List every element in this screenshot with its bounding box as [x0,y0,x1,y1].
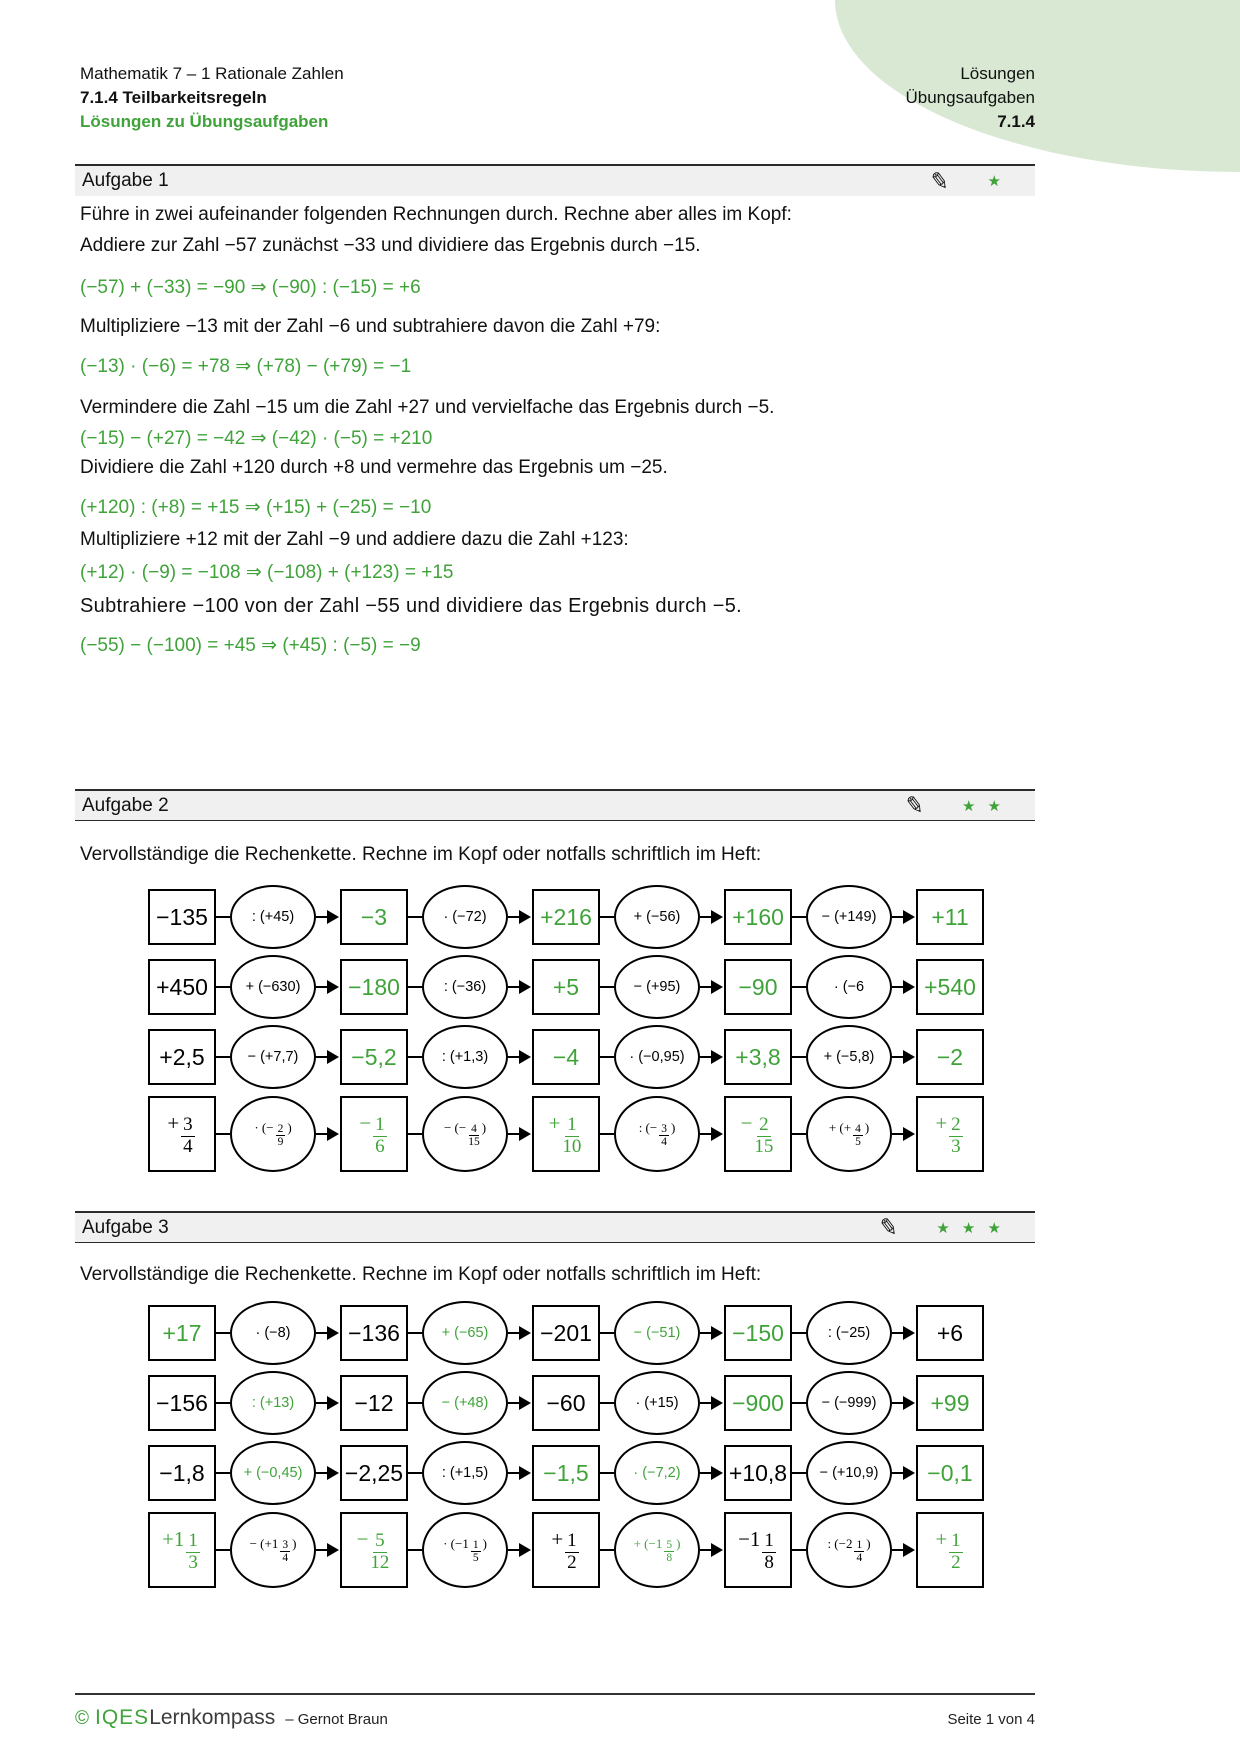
chain-connector-line [408,1332,422,1334]
calculation-chain-row [148,1370,984,1436]
chain-arrow-icon [508,1466,532,1480]
chain-connector-line [600,1133,614,1135]
task1-question-2: Multipliziere −13 mit der Zahl −6 und subtrahiere davon die Zahl +79: [80,316,661,337]
chain-value-box: +2,5 [148,1029,216,1085]
corner-header [905,62,1035,134]
chain-arrow-icon [316,1050,340,1064]
chain-value-box: + $\frac{1}{2}$ [532,1512,600,1588]
chain-connector-line [216,1549,230,1551]
header-subtitle: Lösungen zu Übungsaufgaben [80,112,329,131]
calculation-chain-row [148,954,984,1020]
brand-iqes: IQES [95,1706,150,1729]
chain-arrow-icon [700,1127,724,1141]
chain-operation-ellipse: − (+149) [806,885,892,949]
calculation-chain-row [148,1024,984,1090]
chain-arrow-icon [508,980,532,994]
chain-connector-line [792,1549,806,1551]
chain-arrow-icon [892,980,916,994]
chain-value-box: −1,5 [532,1445,600,1501]
chain-operation-ellipse: + (+ $\frac{4}{5}$ ) [806,1096,892,1172]
chain-arrow-icon [892,1127,916,1141]
task2-difficulty-stars: ★ ★ [961,797,1005,815]
pencil-icon: ✎ [877,1212,901,1242]
header-course: Mathematik 7 – 1 Rationale Zahlen [80,64,344,83]
chain-value-box: +450 [148,959,216,1015]
task2-chains [148,884,984,1178]
chain-arrow-icon [892,1050,916,1064]
chain-value-box: −1 $\frac{1}{8}$ [724,1512,792,1588]
chain-operation-ellipse: : (+1,3) [422,1025,508,1089]
chain-operation-ellipse: − (+1 $\frac{3}{4}$ ) [230,1512,316,1588]
chain-value-box: − $\frac{5}{12}$ [340,1512,408,1588]
chain-operation-ellipse: : (−2 $\frac{1}{4}$ ) [806,1512,892,1588]
chain-value-box: + $\frac{1}{2}$ [916,1512,984,1588]
calculation-chain-row [148,1510,984,1590]
chain-arrow-icon [892,1326,916,1340]
chain-connector-line [408,1549,422,1551]
task1-question-6: Subtrahiere −100 von der Zahl −55 und dividiere das Ergebnis durch −5. [80,595,742,617]
chain-operation-ellipse: − (−999) [806,1371,892,1435]
chain-connector-line [792,1402,806,1404]
chain-arrow-icon [700,1466,724,1480]
chain-value-box: +160 [724,889,792,945]
task3-bar-icons [877,1212,1005,1242]
chain-operation-ellipse: − (+10,9) [806,1441,892,1505]
task1-question-3: Vermindere die Zahl −15 um die Zahl +27 und vervielfache das Ergebnis durch −5. [80,397,775,418]
chain-connector-line [600,1402,614,1404]
task1-answer-6: (−55) − (−100) = +45 ⇒ (+45) : (−5) = −9 [80,635,421,656]
header-topic: 7.1.4 Teilbarkeitsregeln [80,88,267,107]
corner-label-section: 7.1.4 [997,112,1035,131]
chain-arrow-icon [700,1543,724,1557]
copyright-icon: © [75,1708,89,1729]
chain-value-box: +1 $\frac{1}{3}$ [148,1512,216,1588]
chain-connector-line [600,1056,614,1058]
chain-connector-line [408,1133,422,1135]
chain-value-box: −180 [340,959,408,1015]
chain-value-box: − $\frac{2}{15}$ [724,1096,792,1172]
calculation-chain-row [148,1094,984,1174]
chain-arrow-icon [316,1466,340,1480]
task2-intro: Vervollständige die Rechenkette. Rechne im Kopf oder notfalls schriftlich im Heft: [80,844,762,865]
task1-answer-2: (−13) · (−6) = +78 ⇒ (+78) − (+79) = −1 [80,356,412,377]
chain-connector-line [216,1133,230,1135]
chain-value-box: −5,2 [340,1029,408,1085]
chain-arrow-icon [508,1050,532,1064]
task1-header-bar [75,164,1035,196]
chain-operation-ellipse: · (−72) [422,885,508,949]
chain-operation-ellipse: + (−630) [230,955,316,1019]
chain-value-box: +10,8 [724,1445,792,1501]
pencil-icon: ✎ [928,166,952,195]
chain-arrow-icon [700,980,724,994]
task1-question-4: Dividiere die Zahl +120 durch +8 und vermehre das Ergebnis um −25. [80,457,668,478]
chain-operation-ellipse: : (−25) [806,1301,892,1365]
chain-operation-ellipse: + (−65) [422,1301,508,1365]
chain-arrow-icon [892,1543,916,1557]
chain-operation-ellipse: + (−0,45) [230,1441,316,1505]
chain-connector-line [408,1056,422,1058]
task1-answer-3: (−15) − (+27) = −42 ⇒ (−42) · (−5) = +210 [80,428,433,449]
chain-operation-ellipse: : (+45) [230,885,316,949]
chain-arrow-icon [508,910,532,924]
chain-connector-line [216,1056,230,1058]
task2-header-bar [75,789,1035,821]
chain-value-box: −201 [532,1305,600,1361]
chain-arrow-icon [700,1396,724,1410]
chain-connector-line [600,1332,614,1334]
chain-value-box: −60 [532,1375,600,1431]
task1-bar-icons [928,166,1005,195]
task1-title: Aufgabe 1 [82,170,169,191]
chain-value-box: −135 [148,889,216,945]
page-number: Seite 1 von 4 [947,1711,1035,1728]
chain-operation-ellipse: − (− $\frac{4}{15}$ ) [422,1096,508,1172]
chain-operation-ellipse: − (−51) [614,1301,700,1365]
chain-arrow-icon [316,1543,340,1557]
chain-value-box: −0,1 [916,1445,984,1501]
footer-brand [75,1706,388,1730]
chain-connector-line [408,1402,422,1404]
chain-value-box: + $\frac{1}{10}$ [532,1096,600,1172]
chain-arrow-icon [316,1127,340,1141]
chain-operation-ellipse: : (+13) [230,1371,316,1435]
chain-value-box: −2 [916,1029,984,1085]
chain-connector-line [216,916,230,918]
chain-arrow-icon [700,1050,724,1064]
chain-value-box: −900 [724,1375,792,1431]
task3-title: Aufgabe 3 [82,1216,169,1238]
task3-header-bar [75,1211,1035,1243]
chain-value-box: +99 [916,1375,984,1431]
task1-difficulty-stars: ★ [987,173,1005,190]
chain-value-box: + $\frac{3}{4}$ [148,1096,216,1172]
chain-value-box: +5 [532,959,600,1015]
chain-connector-line [600,916,614,918]
chain-value-box: +540 [916,959,984,1015]
chain-value-box: + $\frac{2}{3}$ [916,1096,984,1172]
chain-value-box: −3 [340,889,408,945]
task2-title: Aufgabe 2 [82,794,169,816]
chain-arrow-icon [892,1396,916,1410]
task1-question-5: Multipliziere +12 mit der Zahl −9 und addiere dazu die Zahl +123: [80,529,629,550]
chain-connector-line [600,1472,614,1474]
task1-answer-1: (−57) + (−33) = −90 ⇒ (−90) : (−15) = +6 [80,277,421,298]
chain-connector-line [408,916,422,918]
chain-value-box: +216 [532,889,600,945]
chain-connector-line [600,1549,614,1551]
task3-difficulty-stars: ★ ★ ★ [936,1219,1005,1237]
chain-connector-line [216,1402,230,1404]
chain-operation-ellipse: − (+95) [614,955,700,1019]
chain-connector-line [216,1332,230,1334]
chain-operation-ellipse: · (−7,2) [614,1441,700,1505]
chain-connector-line [792,1332,806,1334]
chain-arrow-icon [316,1396,340,1410]
chain-value-box: +6 [916,1305,984,1361]
chain-operation-ellipse: − (+48) [422,1371,508,1435]
chain-arrow-icon [316,910,340,924]
task1-question-1: Addiere zur Zahl −57 zunächst −33 und dividiere das Ergebnis durch −15. [80,235,701,256]
chain-arrow-icon [700,1326,724,1340]
chain-value-box: −1,8 [148,1445,216,1501]
chain-arrow-icon [316,1326,340,1340]
chain-arrow-icon [700,910,724,924]
chain-operation-ellipse: + (−56) [614,885,700,949]
task1-answer-5: (+12) · (−9) = −108 ⇒ (−108) + (+123) = +15 [80,562,454,583]
pencil-icon: ✎ [903,790,926,820]
chain-value-box: −4 [532,1029,600,1085]
chain-operation-ellipse: : (+1,5) [422,1441,508,1505]
footer-author: – Gernot Braun [285,1711,388,1728]
chain-operation-ellipse: : (− $\frac{3}{4}$ ) [614,1096,700,1172]
chain-value-box: −90 [724,959,792,1015]
chain-operation-ellipse: · (−1 $\frac{1}{5}$ ) [422,1512,508,1588]
chain-value-box: −156 [148,1375,216,1431]
footer [75,1706,1035,1730]
chain-arrow-icon [508,1543,532,1557]
chain-connector-line [600,986,614,988]
task1-answer-4: (+120) : (+8) = +15 ⇒ (+15) + (−25) = −10 [80,497,432,518]
calculation-chain-row [148,884,984,950]
task3-intro: Vervollständige die Rechenkette. Rechne im Kopf oder notfalls schriftlich im Heft: [80,1264,762,1285]
calculation-chain-row [148,1300,984,1366]
chain-value-box: −136 [340,1305,408,1361]
chain-operation-ellipse: · (−0,95) [614,1025,700,1089]
chain-operation-ellipse: − (+7,7) [230,1025,316,1089]
chain-arrow-icon [316,980,340,994]
corner-decoration [835,0,1240,172]
chain-operation-ellipse: + (−5,8) [806,1025,892,1089]
chain-arrow-icon [508,1127,532,1141]
chain-operation-ellipse: · (+15) [614,1371,700,1435]
task1-intro: Führe in zwei aufeinander folgenden Rechnungen durch. Rechne aber alles im Kopf: [80,204,792,225]
corner-label-uebungsaufgaben: Übungsaufgaben [905,88,1035,107]
chain-operation-ellipse: + (−1 $\frac{5}{8}$ ) [614,1512,700,1588]
chain-arrow-icon [892,1466,916,1480]
chain-arrow-icon [508,1396,532,1410]
chain-value-box: −150 [724,1305,792,1361]
task2-bar-icons [903,790,1005,820]
task3-chains [148,1300,984,1594]
chain-arrow-icon [508,1326,532,1340]
chain-connector-line [408,986,422,988]
document-header [80,62,344,134]
chain-connector-line [792,1472,806,1474]
chain-connector-line [792,916,806,918]
chain-operation-ellipse: · (−6 [806,955,892,1019]
chain-value-box: +3,8 [724,1029,792,1085]
calculation-chain-row [148,1440,984,1506]
footer-divider [75,1693,1035,1695]
chain-value-box: − $\frac{1}{6}$ [340,1096,408,1172]
chain-operation-ellipse: : (−36) [422,955,508,1019]
chain-connector-line [408,1472,422,1474]
chain-operation-ellipse: · (− $\frac{2}{9}$ ) [230,1096,316,1172]
chain-connector-line [792,986,806,988]
chain-connector-line [792,1056,806,1058]
corner-label-loesungen: Lösungen [960,64,1035,83]
chain-connector-line [216,1472,230,1474]
chain-value-box: +11 [916,889,984,945]
chain-value-box: −2,25 [340,1445,408,1501]
brand-lernkompass: Lernkompass [149,1706,276,1729]
chain-connector-line [216,986,230,988]
chain-operation-ellipse: · (−8) [230,1301,316,1365]
chain-arrow-icon [892,910,916,924]
chain-connector-line [792,1133,806,1135]
chain-value-box: −12 [340,1375,408,1431]
chain-value-box: +17 [148,1305,216,1361]
